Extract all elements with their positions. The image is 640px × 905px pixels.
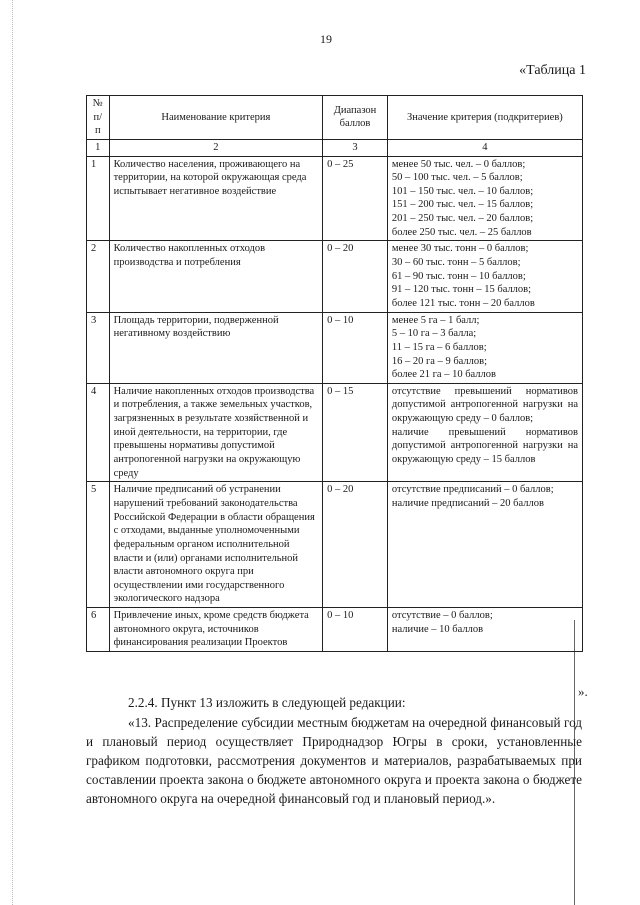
table-row: [87, 241, 583, 312]
criterion-value-line: менее 50 тыс. чел. – 0 баллов;: [391, 158, 526, 170]
score-range: 0 – 10: [323, 312, 388, 383]
criterion-values: [387, 608, 582, 652]
criterion-name: Количество населения, проживающего на территории, на которой окружающая среда испытывает негативное воздействие: [109, 156, 323, 241]
criterion-value-line: 61 – 90 тыс. тонн – 10 баллов;: [391, 270, 526, 282]
criterion-value-line: более 21 га – 10 баллов: [391, 369, 496, 381]
criterion-values: [387, 312, 582, 383]
table-caption: «Таблица 1: [519, 63, 586, 78]
criterion-value-line: наличие предписаний – 20 баллов: [391, 497, 544, 509]
criterion-value-line: 16 – 20 га – 9 баллов;: [391, 355, 488, 367]
criterion-values: [387, 482, 582, 608]
criterion-value-line: 201 – 250 тыс. чел. – 20 баллов;: [391, 213, 534, 225]
score-range: 0 – 15: [323, 383, 388, 481]
header-cell-value: Значение критерия (подкритериев): [387, 96, 582, 140]
criterion-name: Привлечение иных, кроме средств бюджета автономного округа, источников финансирования реализации Проектов: [109, 608, 323, 652]
criteria-table: [86, 95, 583, 652]
header-cell-name: Наименование критерия: [109, 96, 323, 140]
criterion-name: Наличие накопленных отходов производства и потребления, а также земельных участков, загрязненных в результате хозяйственной и иной деятельности, на территории, где превышены нормативы допустимой антропогенной нагрузки на окружающую среду: [109, 383, 323, 481]
table-row: [87, 383, 583, 481]
table-row: [87, 482, 583, 608]
criterion-value-line: 101 – 150 тыс. чел. – 10 баллов;: [391, 185, 534, 197]
criterion-value-line: наличие превышений нормативов допустимой антропогенной нагрузки на окружающую среду – 15 баллов: [391, 426, 578, 466]
row-number: 1: [87, 156, 110, 241]
score-range: 0 – 20: [323, 482, 388, 608]
table-row: [87, 156, 583, 241]
section-heading: 2.2.4. Пункт 13 изложить в следующей редакции:: [128, 695, 406, 710]
criterion-value-line: 30 – 60 тыс. тонн – 5 баллов;: [391, 257, 521, 269]
score-range: 0 – 25: [323, 156, 388, 241]
criterion-value-line: менее 5 га – 1 балл;: [391, 314, 480, 326]
criterion-value-line: более 121 тыс. тонн – 20 баллов: [391, 297, 535, 309]
column-number: 4: [387, 139, 582, 156]
row-number: 5: [87, 482, 110, 608]
criterion-value-line: наличие – 10 баллов: [391, 623, 484, 635]
criterion-value-line: 50 – 100 тыс. чел. – 5 баллов;: [391, 172, 523, 184]
column-number: 3: [323, 139, 388, 156]
criterion-value-line: менее 30 тыс. тонн – 0 баллов;: [391, 243, 529, 255]
criterion-value-line: отсутствие превышений нормативов допустимой антропогенной нагрузки на окружающую среду – 0 баллов;: [391, 385, 578, 425]
row-number: 2: [87, 241, 110, 312]
score-range: 0 – 10: [323, 608, 388, 652]
criterion-value-line: 151 – 200 тыс. чел. – 15 баллов;: [391, 199, 534, 211]
criterion-values: [387, 241, 582, 312]
criterion-values: [387, 156, 582, 241]
header-row: [87, 96, 583, 140]
criterion-value-line: 11 – 15 га – 6 баллов;: [391, 341, 487, 353]
column-number-row: [87, 139, 583, 156]
header-cell-number: № п/п: [87, 96, 110, 140]
criterion-name: Количество накопленных отходов производства и потребления: [109, 241, 323, 312]
row-number: 4: [87, 383, 110, 481]
criterion-value-line: 91 – 120 тыс. тонн – 15 баллов;: [391, 284, 532, 296]
table-closing-quote: ».: [578, 684, 588, 699]
criterion-value-line: отсутствие предписаний – 0 баллов;: [391, 484, 554, 496]
criterion-value-line: отсутствие – 0 баллов;: [391, 610, 493, 622]
column-number: 2: [109, 139, 323, 156]
score-range: 0 – 20: [323, 241, 388, 312]
column-number: 1: [87, 139, 110, 156]
header-cell-range: Диапазон баллов: [323, 96, 388, 140]
section-body: «13. Распределение субсидии местным бюджетам на очередной финансовый год и плановый период осуществляет Природнадзор Югры в сроки, установленные графиком подготовки, рассмотрения документов и материалов, разрабатываемых при составлении проекта закона о бюджете автономного округа и проекта закона о бюджете автономного округа на очередной финансовый год и плановый период.».: [86, 715, 582, 806]
table-row: [87, 608, 583, 652]
row-number: 6: [87, 608, 110, 652]
table-row: [87, 312, 583, 383]
criterion-name: Площадь территории, подверженной негативному воздействию: [109, 312, 323, 383]
criterion-value-line: 5 – 10 га – 3 балла;: [391, 328, 477, 340]
page-number: 19: [320, 32, 332, 46]
criterion-value-line: более 250 тыс. чел. – 25 баллов: [391, 226, 532, 238]
scan-margin-left: [12, 0, 13, 905]
criterion-values: [387, 383, 582, 481]
criterion-name: Наличие предписаний об устранении нарушений требований законодательства Российской Федерации в области обращения с отходами, выданные уполномоченными федеральным органом исполнительной власти и (или) органами исполнительной власти автономного округа при осуществлении ими государственного экологического надзора: [109, 482, 323, 608]
row-number: 3: [87, 312, 110, 383]
